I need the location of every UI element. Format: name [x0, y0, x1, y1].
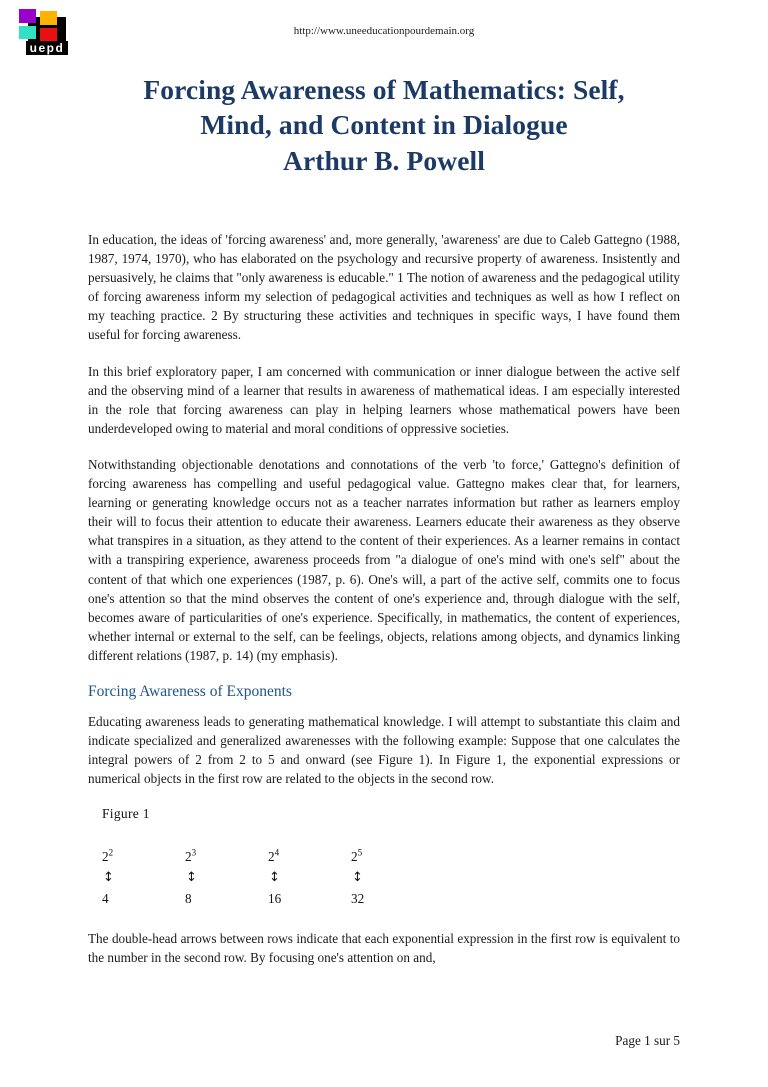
title-line-2: Mind, and Content in Dialogue — [200, 109, 568, 140]
exp-power-1: 2 — [108, 847, 114, 858]
page-footer: Page 1 sur 5 — [615, 1033, 680, 1048]
paragraph-2: In this brief exploratory paper, I am concerned with communication or inner dialogue between the active self and the observing mind of a learner that results in awareness of mathematical ideas. I am especially interested in the role that forcing awareness can play in helping learners whose mathematical powers have been underdeveloped owing to material and moral conditions of oppressive societies. — [88, 363, 680, 436]
header-url: http://www.uneeducationpourdemain.org — [293, 25, 475, 37]
paragraph-1: In education, the ideas of 'forcing awareness' and, more generally, 'awareness' are due to Caleb Gattegno (1988, 1987, 1974, 1970), who has elaborated on the psychology and recursive property of awareness. Insistently and persuasively, he claims that "only awareness is educable." 1 The notion of awareness and the pedagogical utility of forcing awareness inform my selection of pedagogical activities and techniques as well as how I reflect on my teaching practice. 2 By structuring these activities and techniques in specific ways, I have found them useful for forcing awareness. — [88, 232, 680, 343]
exp-base-3: 2 — [268, 849, 275, 865]
title-line-1: Forcing Awareness of Mathematics: Self, — [143, 74, 625, 105]
figure-cell-arrow-3 — [268, 867, 351, 888]
double-head-arrow-icon-3: ↕ — [269, 870, 280, 886]
exp-base-4: 2 — [351, 849, 358, 865]
figure-row-arrows — [102, 867, 434, 888]
logo-square-purple-icon — [19, 9, 36, 23]
page-title — [70, 72, 698, 178]
document-body — [88, 178, 680, 968]
paragraph-5: The double-head arrows between rows indicate that each exponential expression in the first row is equivalent to the number in the second row. By focusing one's attention on and, — [88, 931, 680, 966]
logo-square-orange-icon — [40, 11, 57, 25]
figure-cell-arrow-1 — [102, 867, 185, 888]
figure-1 — [102, 806, 680, 909]
exp-power-3: 4 — [274, 847, 280, 858]
section-heading-forcing-awareness-of-exponents: Forcing Awareness of Exponents — [88, 682, 292, 700]
figure-cell-value-3: 16 — [268, 891, 282, 907]
intro-section — [88, 178, 680, 345]
figure-cell-exponential-4 — [351, 846, 434, 867]
figure-cell-exponential-2 — [185, 846, 268, 867]
figure-cell-value-2: 8 — [185, 891, 192, 907]
figure-cell-exponential-3 — [268, 846, 351, 867]
page-header — [0, 0, 768, 62]
figure-caption: Figure 1 — [102, 806, 150, 822]
figure-cell-arrow-2 — [185, 867, 268, 888]
figure-row-exponentials — [102, 846, 434, 867]
figure-cell-value-4: 32 — [351, 891, 365, 907]
figure-cell-exponential-1 — [102, 846, 185, 867]
double-head-arrow-icon-1: ↕ — [103, 870, 114, 886]
exp-power-2: 3 — [191, 847, 197, 858]
author-name: Arthur B. Powell — [283, 145, 485, 176]
exp-power-4: 5 — [357, 847, 363, 858]
paragraph-4: Educating awareness leads to generating mathematical knowledge. I will attempt to substantiate this claim and indicate specialized and generalized awarenesses with the following example: Suppose that one calculates the integral powers of 2 from 2 to 5 and onward (see Figure 1). In Figure 1, the exponential expressions or numerical objects in the first row are related to the objects in the second row. — [88, 713, 680, 787]
exp-base-2: 2 — [185, 849, 192, 865]
double-head-arrow-icon-2: ↕ — [186, 870, 197, 886]
exp-base-1: 2 — [102, 849, 109, 865]
double-head-arrow-icon-4: ↕ — [352, 870, 363, 886]
figure-table — [102, 846, 434, 909]
figure-cell-value-1: 4 — [102, 891, 109, 907]
paragraph-3: Notwithstanding objectionable denotations and connotations of the verb 'to force,' Gattegno's definition of forcing awareness has compelling and useful pedagogical value. Gattegno makes clear that, for learners, learning or generating knowledge occurs not as a teacher narrates information but rather as learners employ their will to focus their attention to educate their awareness. Learners educate their awareness as they observe what transpires in a situation, as they attend to the content of their experiences. As a learner remains in contact with a transpiring experience, awareness proceeds from "a dialogue of one's mind with one's self" about the content of that which one experiences (1987, p. 6). One's will, a part of the active self, commits one to focus one's attention so that the mind observes the content of one's experience and, through dialogue with the self, becomes aware of particularities of one's experience. Specifically, in mathematics, the content of experiences, whether internal or external to the self, can be feelings, objects, relations among objects, and dynamics linking different relations (1987, p. 14) (my emphasis). — [88, 456, 680, 663]
figure-cell-arrow-4 — [351, 867, 434, 888]
logo-wordmark: uepd — [26, 41, 68, 55]
figure-row-values — [102, 888, 434, 909]
